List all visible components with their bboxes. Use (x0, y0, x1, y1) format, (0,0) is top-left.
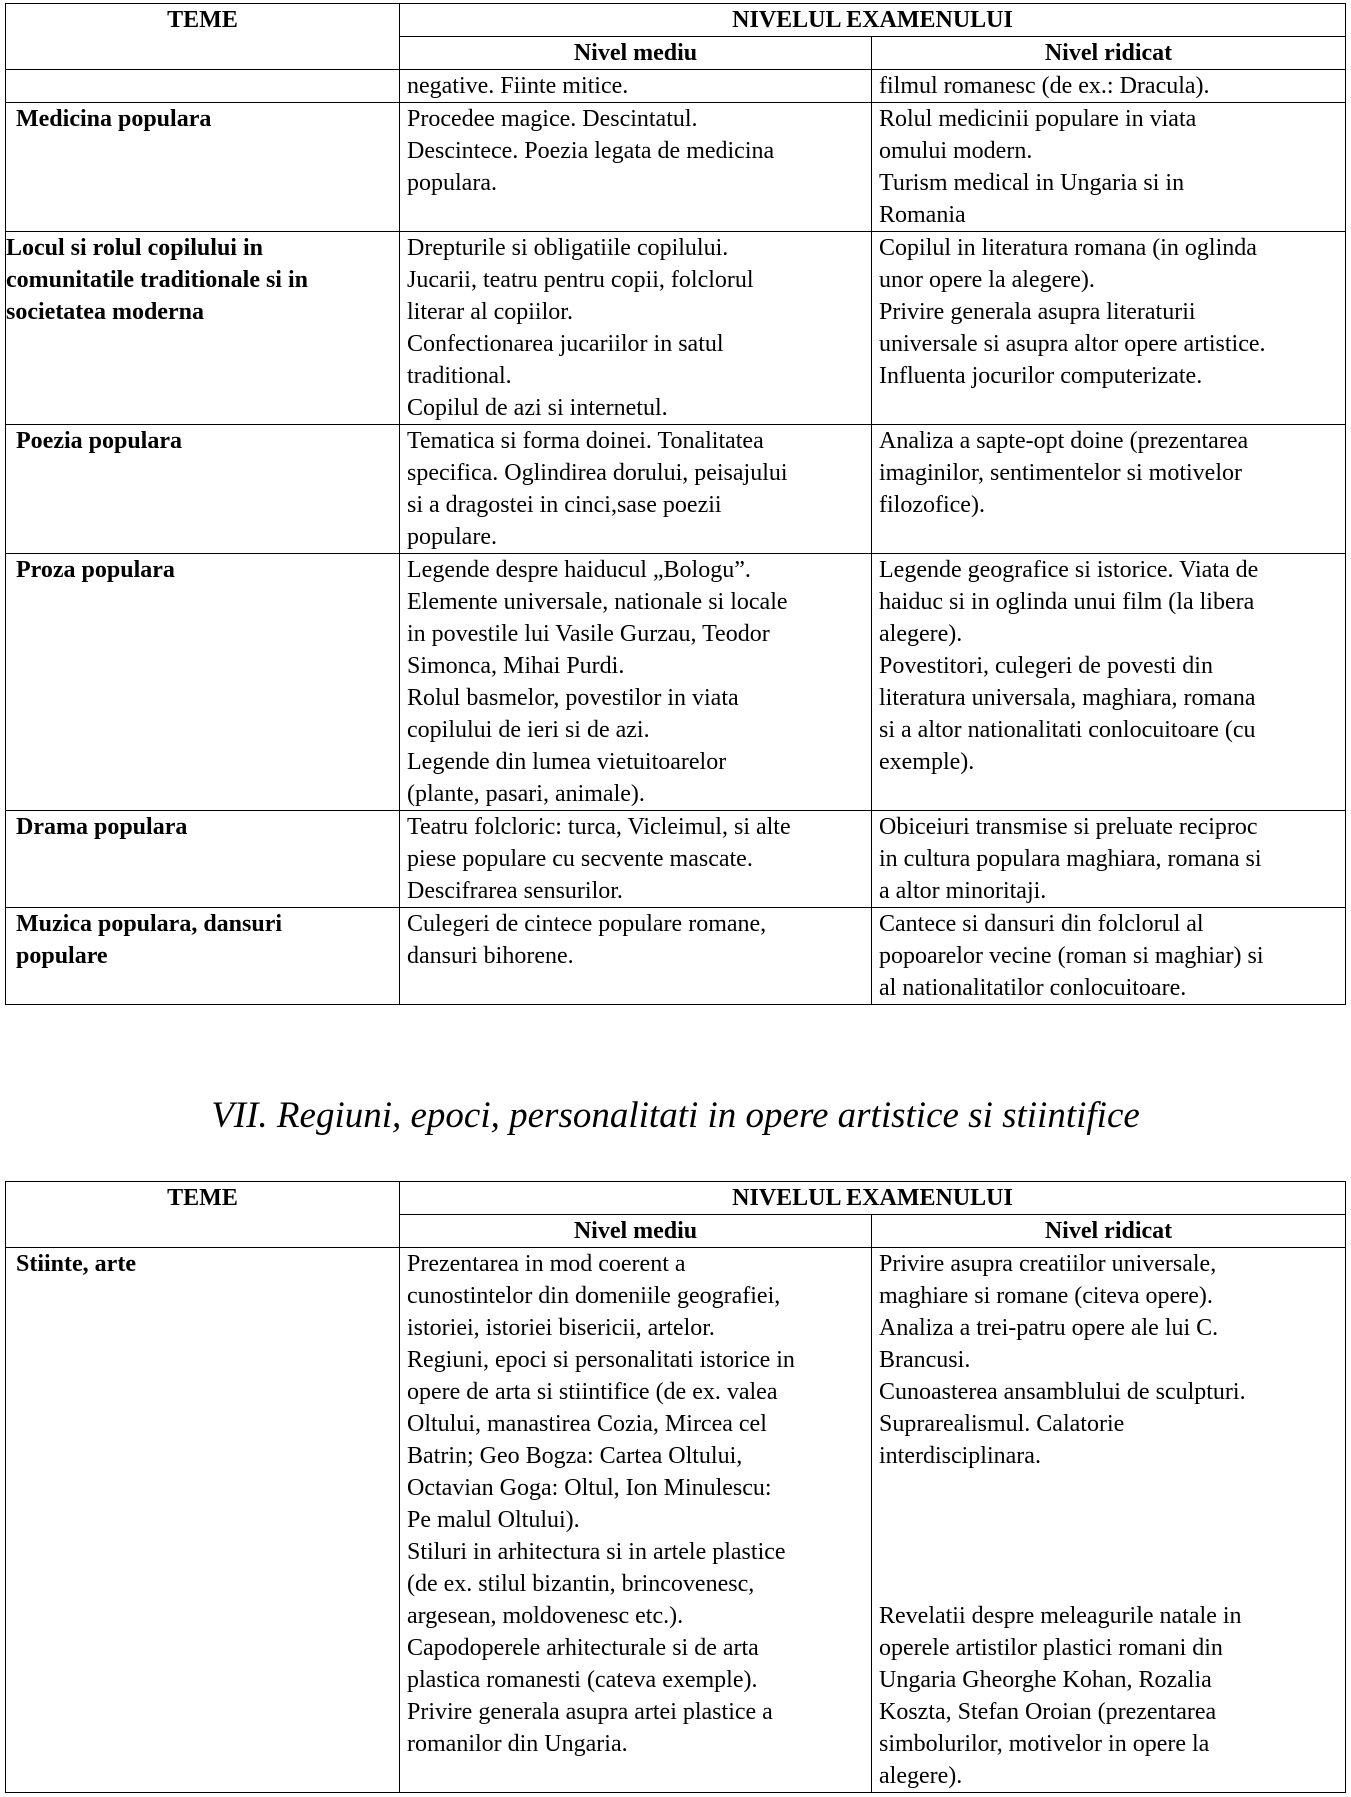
header-nivel-ridicat: Nivel ridicat (872, 37, 1346, 70)
mediu-line: (plante, pasari, animale). (407, 781, 645, 807)
mediu-line: specifica. Oglindirea dorului, peisajului (407, 460, 788, 486)
mediu-line: Legende din lumea vietuitoarelor (407, 749, 727, 775)
ridicat-line (879, 1472, 1341, 1504)
mediu-line: Drepturile si obligatiile copilului. (407, 235, 729, 261)
cell-teme (6, 1248, 400, 1793)
cell-mediu (400, 70, 872, 103)
mediu-line: Descifrarea sensurilor. (407, 878, 623, 904)
ridicat-line: a altor minoritaji. (879, 878, 1047, 904)
ridicat-line: alegere). (879, 621, 963, 647)
mediu-line: Privire generala asupra artei plastice a (407, 1699, 773, 1725)
ridicat-line: al nationalitatilor conlocuitoare. (879, 975, 1187, 1001)
section-heading: VII. Regiuni, epoci, personalitati in opere artistice si stiintifice (211, 1095, 1140, 1136)
mediu-line: cunostintelor din domeniile geografiei, (407, 1283, 781, 1309)
ridicat-line: in cultura populara maghiara, romana si (879, 846, 1262, 872)
table-row (6, 908, 1346, 1005)
header-nivel-mediu: Nivel mediu (400, 1215, 872, 1248)
mediu-line: istoriei, istoriei bisericii, artelor. (407, 1315, 715, 1341)
mediu-line: populara. (407, 170, 497, 196)
cell-ridicat (872, 908, 1346, 1005)
cell-teme (6, 103, 400, 232)
cell-teme (6, 908, 400, 1005)
table-row (6, 811, 1346, 908)
mediu-line: Jucarii, teatru pentru copii, folclorul (407, 267, 754, 293)
mediu-line: negative. Fiinte mitice. (407, 73, 629, 99)
ridicat-line: Povestitori, culegeri de povesti din (879, 653, 1213, 679)
mediu-line: in povestile lui Vasile Gurzau, Teodor (407, 621, 770, 647)
table-row (6, 103, 1346, 232)
ridicat-line: omului modern. (879, 138, 1033, 164)
ridicat-line (879, 1568, 1341, 1600)
cell-ridicat (872, 232, 1346, 425)
ridicat-line: Cantece si dansuri din folclorul al (879, 911, 1204, 937)
mediu-line: Stiluri in arhitectura si in artele plastice (407, 1539, 786, 1565)
mediu-line: si a dragostei in cinci,sase poezii (407, 492, 722, 518)
mediu-line: traditional. (407, 363, 512, 389)
teme-line: Stiinte, arte (16, 1251, 136, 1277)
table-row (6, 425, 1346, 554)
cell-mediu (400, 811, 872, 908)
mediu-line: Legende despre haiducul „Bologu”. (407, 557, 751, 583)
cell-ridicat (872, 1248, 1346, 1793)
header-row-1 (6, 1182, 1346, 1215)
header-nivel-ridicat: Nivel ridicat (872, 1215, 1346, 1248)
mediu-line: Descintece. Poezia legata de medicina (407, 138, 775, 164)
mediu-line: romanilor din Ungaria. (407, 1731, 628, 1757)
cell-teme (6, 811, 400, 908)
ridicat-line: Influenta jocurilor computerizate. (879, 363, 1203, 389)
mediu-line: Culegeri de cintece populare romane, (407, 911, 767, 937)
ridicat-line: alegere). (879, 1763, 963, 1789)
header-nivelul-examenului: NIVELUL EXAMENULUI (400, 4, 1346, 37)
mediu-line: dansuri bihorene. (407, 943, 574, 969)
teme-line: populare (16, 943, 108, 969)
ridicat-line: universale si asupra altor opere artistice. (879, 331, 1266, 357)
cell-ridicat (872, 103, 1346, 232)
header-row-1 (6, 4, 1346, 37)
teme-line: societatea moderna (6, 299, 204, 325)
exam-topics-table-1 (5, 3, 1346, 1005)
mediu-line: Teatru folcloric: turca, Vicleimul, si alte (407, 814, 791, 840)
ridicat-line: Koszta, Stefan Oroian (prezentarea (879, 1699, 1217, 1725)
ridicat-line: operele artistilor plastici romani din (879, 1635, 1223, 1661)
mediu-line: Procedee magice. Descintatul. (407, 106, 698, 132)
teme-line: Locul si rolul copilului in (6, 235, 263, 261)
mediu-line: literar al copiilor. (407, 299, 573, 325)
cell-teme (6, 232, 400, 425)
cell-mediu (400, 103, 872, 232)
cell-mediu (400, 554, 872, 811)
mediu-line: Regiuni, epoci si personalitati istorice in (407, 1347, 795, 1373)
exam-topics-table-2 (5, 1181, 1346, 1793)
teme-line: Medicina populara (16, 106, 212, 132)
cell-mediu (400, 1248, 872, 1793)
ridicat-line: Cunoasterea ansamblului de sculpturi. (879, 1379, 1246, 1405)
teme-line: Drama populara (16, 814, 188, 840)
ridicat-line: Rolul medicinii populare in viata (879, 106, 1197, 132)
ridicat-line: Romania (879, 202, 966, 228)
mediu-line: argesean, moldovenesc etc.). (407, 1603, 684, 1629)
mediu-line: (de ex. stilul bizantin, brincovenesc, (407, 1571, 755, 1597)
ridicat-line: Suprarealismul. Calatorie (879, 1411, 1125, 1437)
table-row (6, 232, 1346, 425)
mediu-line: Prezentarea in mod coerent a (407, 1251, 686, 1277)
mediu-line: plastica romanesti (cateva exemple). (407, 1667, 758, 1693)
teme-line: Poezia populara (16, 428, 182, 454)
mediu-line: Capodoperele arhitecturale si de arta (407, 1635, 759, 1661)
ridicat-line: Legende geografice si istorice. Viata de (879, 557, 1259, 583)
ridicat-line: Obiceiuri transmise si preluate reciproc (879, 814, 1258, 840)
ridicat-line: Ungaria Gheorghe Kohan, Rozalia (879, 1667, 1212, 1693)
cell-ridicat (872, 70, 1346, 103)
cell-mediu (400, 425, 872, 554)
table-row (6, 1248, 1346, 1793)
table-row (6, 70, 1346, 103)
mediu-line: Pe malul Oltului). (407, 1507, 580, 1533)
ridicat-line: Brancusi. (879, 1347, 971, 1373)
header-nivel-mediu: Nivel mediu (400, 37, 872, 70)
mediu-line: Octavian Goga: Oltul, Ion Minulescu: (407, 1475, 772, 1501)
teme-line: Proza populara (16, 557, 175, 583)
ridicat-line: filozofice). (879, 492, 985, 518)
mediu-line: Elemente universale, nationale si locale (407, 589, 788, 615)
ridicat-line: maghiare si romane (citeva opere). (879, 1283, 1213, 1309)
ridicat-line: haiduc si in oglinda unui film (la libera (879, 589, 1255, 615)
table-row (6, 554, 1346, 811)
mediu-line: copilului de ieri si de azi. (407, 717, 650, 743)
cell-teme (6, 554, 400, 811)
mediu-line: Oltului, manastirea Cozia, Mircea cel (407, 1411, 767, 1437)
ridicat-line: literatura universala, maghiara, romana (879, 685, 1256, 711)
mediu-line: Confectionarea jucariilor in satul (407, 331, 724, 357)
cell-teme (6, 70, 400, 103)
teme-line: Muzica populara, dansuri (16, 911, 283, 937)
cell-ridicat (872, 425, 1346, 554)
ridicat-line: imaginilor, sentimentelor si motivelor (879, 460, 1242, 486)
mediu-line: Tematica si forma doinei. Tonalitatea (407, 428, 764, 454)
ridicat-line: exemple). (879, 749, 975, 775)
mediu-line: opere de arta si stiintifice (de ex. valea (407, 1379, 778, 1405)
ridicat-line: filmul romanesc (de ex.: Dracula). (879, 73, 1210, 99)
ridicat-line: Analiza a sapte-opt doine (prezentarea (879, 428, 1249, 454)
ridicat-line: Turism medical in Ungaria si in (879, 170, 1185, 196)
ridicat-line: Analiza a trei-patru opere ale lui C. (879, 1315, 1219, 1341)
cell-teme (6, 425, 400, 554)
teme-line: comunitatile traditionale si in (6, 267, 308, 293)
ridicat-line: Revelatii despre meleagurile natale in (879, 1603, 1242, 1629)
mediu-line: Copilul de azi si internetul. (407, 395, 668, 421)
mediu-line: Simonca, Mihai Purdi. (407, 653, 625, 679)
mediu-line: populare. (407, 524, 497, 550)
ridicat-line: Copilul in literatura romana (in oglinda (879, 235, 1257, 261)
header-teme: TEME (6, 1182, 400, 1248)
mediu-line: Rolul basmelor, povestilor in viata (407, 685, 739, 711)
cell-ridicat (872, 811, 1346, 908)
cell-ridicat (872, 554, 1346, 811)
ridicat-line: interdisciplinara. (879, 1443, 1041, 1469)
mediu-line: Batrin; Geo Bogza: Cartea Oltului, (407, 1443, 743, 1469)
ridicat-line: si a altor nationalitati conlocuitoare (cu (879, 717, 1256, 743)
ridicat-line: Privire asupra creatiilor universale, (879, 1251, 1217, 1277)
ridicat-line: unor opere la alegere). (879, 267, 1095, 293)
cell-mediu (400, 908, 872, 1005)
ridicat-line (879, 1536, 1341, 1568)
header-teme: TEME (6, 4, 400, 70)
ridicat-line (879, 1504, 1341, 1536)
ridicat-line: simbolurilor, motivelor in opere la (879, 1731, 1210, 1757)
cell-mediu (400, 232, 872, 425)
mediu-line: piese populare cu secvente mascate. (407, 846, 753, 872)
ridicat-line: popoarelor vecine (roman si maghiar) si (879, 943, 1264, 969)
ridicat-line: Privire generala asupra literaturii (879, 299, 1196, 325)
header-nivelul-examenului: NIVELUL EXAMENULUI (400, 1182, 1346, 1215)
